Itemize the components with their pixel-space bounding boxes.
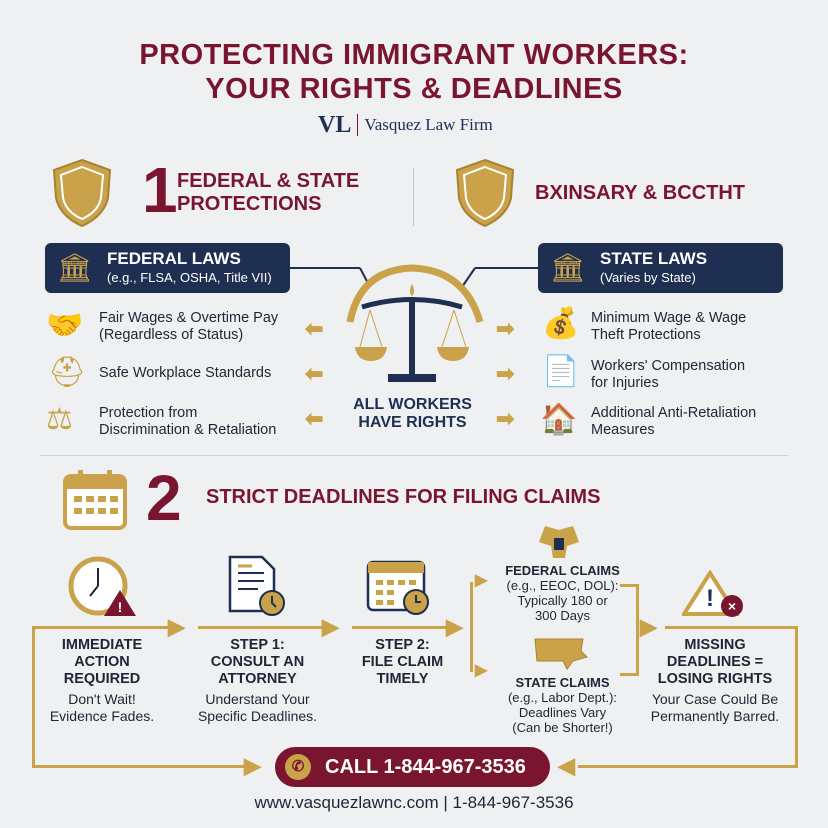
state-item-line2: Measures [591, 422, 655, 438]
call-button-label: CALL 1-844-967-3536 [325, 756, 526, 778]
step-title: TIMELY [376, 671, 429, 687]
state-map-icon [533, 637, 589, 671]
flow-line [32, 765, 247, 768]
svg-text:!: ! [117, 599, 123, 615]
all-workers-have-rights [330, 396, 495, 432]
gavel-icon: ⚖ [46, 403, 73, 436]
flow-line [665, 626, 798, 629]
flow-line [636, 584, 639, 676]
document-clock-icon [228, 555, 288, 617]
calendar-icon [62, 468, 128, 532]
federal-item [99, 310, 278, 344]
step-desc: Evidence Fades. [49, 708, 155, 724]
claims-line: Typically 180 or [517, 593, 608, 608]
call-button[interactable] [275, 747, 550, 787]
page-title-line2: YOUR RIGHTS & DEADLINES [205, 73, 623, 105]
step-title: MISSING [684, 637, 746, 653]
state-laws-title: STATE LAWS [600, 249, 708, 268]
step-title: DEADLINES = [666, 654, 764, 670]
flow-line [198, 626, 326, 629]
svg-text:×: × [727, 598, 737, 614]
arrow-left-icon: ⬅ [305, 316, 324, 341]
federal-item-line1: Protection from [99, 405, 198, 421]
eagle-seal-icon [535, 524, 583, 560]
arrow-right-icon: ➡ [496, 406, 515, 431]
state-item-line2: for Injuries [591, 375, 659, 391]
state-item [591, 358, 745, 392]
step-desc: Don't Wait! [68, 691, 136, 707]
arrow-right-icon: ▶ [475, 572, 488, 589]
federal-claims-title: FEDERAL CLAIMS [505, 563, 620, 578]
federal-laws-title: FEDERAL LAWS [107, 249, 241, 268]
federal-item-line2: (Regardless of Status) [99, 327, 244, 343]
step-missing-deadlines [640, 637, 790, 725]
arrow-right-icon: ➡ [496, 316, 515, 341]
step-file-claim [345, 637, 460, 688]
svg-text:!: ! [706, 585, 714, 612]
footer-contact[interactable]: www.vasquezlawnc.com | 1-844-967-3536 [254, 793, 574, 812]
step-title: LOSING RIGHTS [657, 671, 773, 687]
arrow-left-icon: ⬅ [305, 361, 324, 386]
phone-icon: ✆ [285, 754, 311, 780]
state-laws-box [538, 243, 783, 293]
shield-icon [52, 158, 112, 228]
step-immediate-action [32, 637, 172, 725]
arrow-right-icon: ➡ [496, 361, 515, 386]
state-laws-subtitle: (Varies by State) [600, 270, 696, 285]
federal-item [99, 405, 276, 439]
section-1-number: 1 [142, 154, 178, 226]
house-family-icon: 🏠 [540, 403, 578, 436]
arrow-right-icon: ▶ [475, 662, 488, 679]
arrow-right-icon: ▶ [168, 614, 185, 639]
step-consult-attorney [185, 637, 330, 725]
section-2-heading: STRICT DEADLINES FOR FILING CLAIMS [206, 486, 601, 508]
flow-line [352, 626, 448, 629]
capitol-icon: 🏛 [57, 252, 93, 283]
claims-line: 300 Days [535, 608, 590, 623]
state-item-line1: Minimum Wage & Wage [591, 310, 747, 326]
state-item-line2: Theft Protections [591, 327, 701, 343]
step-title: ATTORNEY [218, 671, 297, 687]
flow-line [578, 765, 798, 768]
federal-item-line2: Discrimination & Retaliation [99, 422, 277, 438]
step-desc: Understand Your [205, 691, 310, 707]
step-desc: Permanently Barred. [650, 708, 780, 724]
claims-line: Deadlines Vary [518, 705, 607, 720]
step-title: STEP 1: [230, 637, 285, 653]
step-title: FILE CLAIM [361, 654, 444, 670]
logo-monogram: VL [318, 111, 352, 138]
arrow-left-icon: ⬅ [305, 406, 324, 431]
flow-line [32, 626, 172, 629]
flow-line [795, 626, 798, 768]
claims-line: (Can be Shorter!) [512, 720, 613, 735]
state-claims-title: STATE CLAIMS [515, 675, 610, 690]
center-line1: ALL WORKERS [353, 396, 472, 413]
calendar-clock-icon [366, 556, 432, 618]
claims-line: (e.g., Labor Dept.): [507, 690, 618, 705]
federal-item-line1: Safe Workplace Standards [99, 365, 272, 381]
step-desc: Your Case Could Be [651, 691, 779, 707]
step-desc: Specific Deadlines. [197, 708, 318, 724]
arrow-right-icon: ▶ [244, 753, 261, 778]
federal-laws-subtitle: (e.g., FLSA, OSHA, Title VII) [107, 270, 272, 285]
step-title: STEP 2: [375, 637, 430, 653]
federal-item [99, 365, 271, 382]
federal-laws-box [45, 243, 290, 293]
federal-claims [490, 563, 635, 623]
money-bag-icon: 💰 [542, 307, 580, 340]
section-1-heading-line1: FEDERAL & STATE [177, 170, 360, 192]
step-title: ACTION [74, 654, 130, 670]
arrow-right-icon: ▶ [446, 614, 463, 639]
flow-line [470, 582, 473, 672]
state-item-line1: Additional Anti-Retaliation [591, 405, 757, 421]
arrow-right-icon: ▶ [640, 614, 657, 639]
document-clock-icon: 📄 [542, 355, 580, 388]
state-claims [490, 675, 635, 735]
hardhat-icon: ⛑ [48, 356, 87, 389]
center-line2: HAVE RIGHTS [358, 414, 467, 431]
clock-alert-icon [68, 556, 138, 618]
state-item [591, 405, 756, 439]
logo-name: Vasquez Law Firm [364, 115, 493, 134]
step-title: IMMEDIATE [61, 637, 143, 653]
shield-icon [455, 158, 515, 228]
logo [318, 112, 493, 138]
step-title: REQUIRED [63, 671, 141, 687]
federal-item-line1: Fair Wages & Overtime Pay [99, 310, 279, 326]
section-2-number: 2 [146, 462, 182, 534]
arrow-left-icon: ◀ [558, 753, 575, 778]
claims-line: (e.g., EEOC, DOL): [506, 578, 619, 593]
step-title: CONSULT AN [210, 654, 305, 670]
page-title-line1: PROTECTING IMMIGRANT WORKERS: [139, 39, 689, 71]
state-item [591, 310, 746, 344]
section-divider [40, 455, 788, 456]
handshake-icon: 🤝 [46, 309, 84, 342]
capitol-icon: 🏛 [550, 252, 586, 283]
state-item-line1: Workers' Compensation [591, 358, 746, 374]
warning-icon [682, 570, 744, 620]
divider [413, 168, 414, 226]
section-1-heading-line2: PROTECTIONS [177, 193, 322, 215]
section-1-right-heading: BXINSARY & BCCTHT [535, 182, 746, 204]
arrow-right-icon: ▶ [322, 614, 339, 639]
